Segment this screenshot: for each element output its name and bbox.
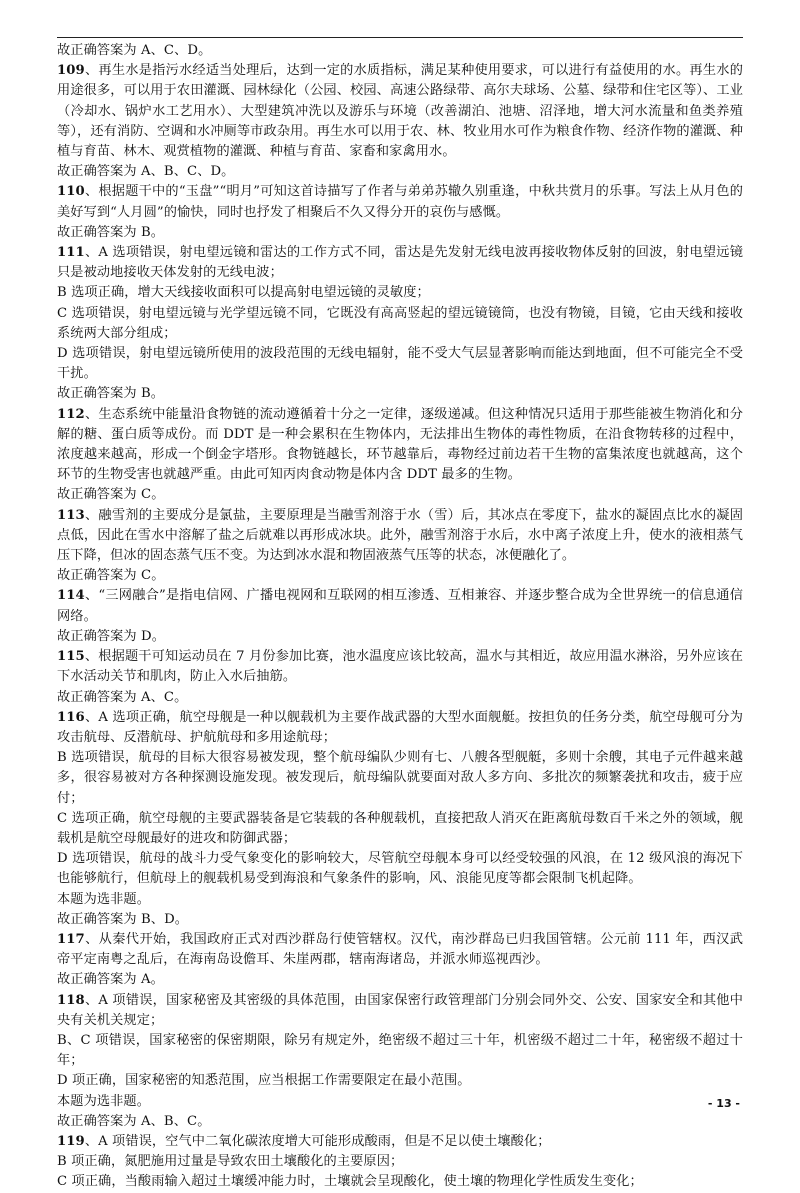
paragraph-text: C 选项错误，射电望远镜与光学望远镜不同，它既没有高高竖起的望远镜镜筒，也没有物镜，目镜，它由天线和接收系统两大部分组成； <box>57 305 743 341</box>
paragraph-text: B 项正确，氮肥施用过量是导致农田土壤酸化的主要原因； <box>57 1154 404 1170</box>
answer-line <box>57 688 743 708</box>
paragraph-text: C 项正确，当酸雨输入超过土壤缓冲能力时，土壤就会呈现酸化，使土壤的物理化学性质发生变化； <box>57 1174 643 1190</box>
question-number: 113 <box>57 507 85 523</box>
question-paragraph <box>57 506 743 567</box>
answer-line <box>57 1031 743 1071</box>
answer-line <box>57 41 743 61</box>
question-paragraph <box>57 991 743 1031</box>
paragraph-text: D 选项错误，射电望远镜所使用的波段范围的无线电辐射，能不受大气层显著影响而能达到地面，但不可能完全不受干扰。 <box>57 346 743 382</box>
paragraph-text: 故正确答案为 C。 <box>57 487 165 503</box>
answer-line <box>57 970 743 990</box>
paragraph-text: D 选项错误，航母的战斗力受气象变化的影响较大，尽管航空母舰本身可以经受较强的风浪，在 12 级风浪的海况下也能够航行，但航母上的舰载机易受到海浪和气象条件的影响，风、浪能见度等都会限制飞机起降。 <box>57 851 743 887</box>
paragraph-text: 、根据题干中的“玉盘”“明月”可知这首诗描写了作者与弟弟苏辙久别重逢，中秋共赏月的乐事。写法上从月色的美好写到“人月圆”的愉快，同时也抒发了相聚后不久又得分开的哀伤与感慨。 <box>57 184 743 220</box>
paragraph-text: 本题为选非题。 <box>57 891 151 907</box>
paragraph-text: 故正确答案为 B。 <box>57 386 165 402</box>
question-number: 117 <box>57 931 85 947</box>
question-paragraph <box>57 61 743 162</box>
paragraph-text: 故正确答案为 A、C。 <box>57 689 188 705</box>
header-rule <box>57 37 743 38</box>
paragraph-text: 故正确答案为 A。 <box>57 972 164 988</box>
answer-line <box>57 890 743 910</box>
paragraph-text: C 选项正确，航空母舰的主要武器装备是它装载的各种舰载机，直接把敌人消灭在距离航母数百千米之外的领域，舰载机是航空母舰最好的进攻和防御武器； <box>57 810 743 846</box>
paragraph-text: B 选项正确，增大天线接收面积可以提高射电望远镜的灵敏度； <box>57 285 430 301</box>
paragraph-text: B、C 项错误，国家秘密的保密期限，除另有规定外，绝密级不超过三十年，机密级不超过二十年，秘密级不超过十年； <box>57 1032 743 1069</box>
answer-line <box>57 283 743 303</box>
question-paragraph <box>57 1132 743 1152</box>
paragraph-text: 、A 选项错误，射电望远镜和雷达的工作方式不同，雷达是先发射无线电波再接收物体反射的回波，射电望远镜只是被动地接收天体发射的无线电波； <box>57 245 743 281</box>
paragraph-text: 、再生水是指污水经适当处理后，达到一定的水质指标，满足某种使用要求，可以进行有益使用的水。再生水的用途很多，可以用于农田灌溉、园林绿化（公园、校园、高速公路绿带、高尔夫球场、公墓、绿带和住宅区等）、工业（冷却水、锅炉水工艺用水）、大型建筑冲洗以及游乐与环境（改善湖泊、池塘、沼泽地，增大河水流量和鱼类养殖等），还有消防、空调和水冲厕等市政杂用。再生水可以用于农、林、牧业用水可作为粮食作物、经济作物的灌溉、种植与育苗、林木、观赏植物的灌溉、种植与育苗、家畜和家禽用水。 <box>57 63 743 160</box>
document-body <box>57 41 743 1193</box>
question-paragraph <box>57 405 743 486</box>
answer-line <box>57 1112 743 1132</box>
paragraph-text: 、A 项错误，国家秘密及其密级的具体范围，由国家保密行政管理部门分别会同外交、公安、国家安全和其他中央有关机关规定； <box>57 992 743 1028</box>
question-number: 119 <box>57 1133 85 1149</box>
paragraph-text: 、融雪剂的主要成分是氯盐，主要原理是当融雪剂溶于水（雪）后，其冰点在零度下，盐水的凝固点比水的凝固点低，因此在雪水中溶解了盐之后就难以再形成冰块。此外，融雪剂溶于水后，水中离子浓度上升，使水的液相蒸气压下降，但冰的固态蒸气压不变。为达到冰水混和物固液蒸气压等的状态，冰便融化了。 <box>57 507 743 564</box>
paragraph-text: 故正确答案为 A、C、D。 <box>57 43 212 58</box>
paragraph-text: 故正确答案为 B。 <box>57 224 165 240</box>
question-number: 115 <box>57 649 85 665</box>
paragraph-text: 故正确答案为 A、B、C、D。 <box>57 164 235 180</box>
question-paragraph <box>57 647 743 687</box>
answer-line <box>57 384 743 404</box>
paragraph-text: 、A 选项正确，航空母舰是一种以舰载机为主要作战武器的大型水面舰艇。按担负的任务分类，航空母舰可分为攻击航母、反潜航母、护航航母和多用途航母； <box>57 709 743 745</box>
question-number: 114 <box>57 588 85 604</box>
question-number: 109 <box>57 63 85 79</box>
answer-line <box>57 1152 743 1172</box>
paragraph-text: 、根据题干可知运动员在 7 月份参加比赛，池水温度应该比较高，温水与其相近，故应用温水淋浴，另外应该在下水活动关节和肌肉，防止入水后抽筋。 <box>57 649 743 685</box>
answer-line <box>57 1172 743 1192</box>
question-paragraph <box>57 930 743 970</box>
answer-line <box>57 809 743 849</box>
answer-line <box>57 849 743 889</box>
answer-line <box>57 1092 743 1112</box>
answer-line <box>57 485 743 505</box>
question-number: 116 <box>57 709 85 725</box>
paragraph-text: 故正确答案为 C。 <box>57 568 165 584</box>
question-paragraph <box>57 586 743 626</box>
question-number: 111 <box>57 245 85 261</box>
question-paragraph <box>57 243 743 283</box>
answer-line <box>57 344 743 384</box>
answer-line <box>57 223 743 243</box>
paragraph-text: 故正确答案为 A、B、C。 <box>57 1113 211 1129</box>
paragraph-text: 、生态系统中能量沿食物链的流动遵循着十分之一定律，逐级递减。但这种情况只适用于那些能被生物消化和分解的糖、蛋白质等成份。而 DDT 是一种会累积在生物体内，无法排出生物体的毒性物质，在沿食物转移的过程中，浓度越来越高，形成一个倒金字塔形。食物链越长，环节越靠后，毒物经过前边若干生物的富集浓度也就越高，这个环节的生物受害也就越严重。由此可知丙肉食动物是体内含 DDT 最多的生物。 <box>57 406 743 483</box>
paragraph-text: 、“三网融合”是指电信网、广播电视网和互联网的相互渗透、互相兼容、并逐步整合成为全世界统一的信息通信网络。 <box>57 588 743 624</box>
paragraph-text: 、A 项错误，空气中二氧化碳浓度增大可能形成酸雨，但是不足以使土壤酸化； <box>84 1133 551 1149</box>
question-number: 118 <box>57 992 85 1008</box>
page-number: - 13 - <box>707 1097 740 1110</box>
question-paragraph <box>57 182 743 222</box>
question-paragraph <box>57 708 743 748</box>
answer-line <box>57 162 743 182</box>
answer-line <box>57 748 743 809</box>
question-number: 110 <box>57 184 85 200</box>
paragraph-text: D 项正确，国家秘密的知悉范围，应当根据工作需要限定在最小范围。 <box>57 1073 471 1089</box>
answer-line <box>57 566 743 586</box>
answer-line <box>57 304 743 344</box>
answer-line <box>57 1071 743 1091</box>
answer-line <box>57 910 743 930</box>
paragraph-text: B 选项错误，航母的目标大很容易被发现，整个航母编队少则有七、八艘各型舰艇，多则十余艘，其电子元件越来越多，很容易被对方各种探测设施发现。被发现后，航母编队就要面对敌人多方向、多批次的频繁袭扰和攻击，疲于应付； <box>57 750 743 806</box>
paragraph-text: 故正确答案为 D。 <box>57 628 165 644</box>
question-number: 112 <box>57 406 85 422</box>
paragraph-text: 、从秦代开始，我国政府正式对西沙群岛行使管辖权。汉代，南沙群岛已归我国管辖。公元前 111 年，西汉武帝平定南粤之乱后，在海南岛设儋耳、朱崖两郡，辖南海诸岛，并派水师巡视西沙。 <box>57 931 743 968</box>
answer-line <box>57 627 743 647</box>
paragraph-text: 本题为选非题。 <box>57 1093 151 1109</box>
paragraph-text: 故正确答案为 B、D。 <box>57 911 189 927</box>
